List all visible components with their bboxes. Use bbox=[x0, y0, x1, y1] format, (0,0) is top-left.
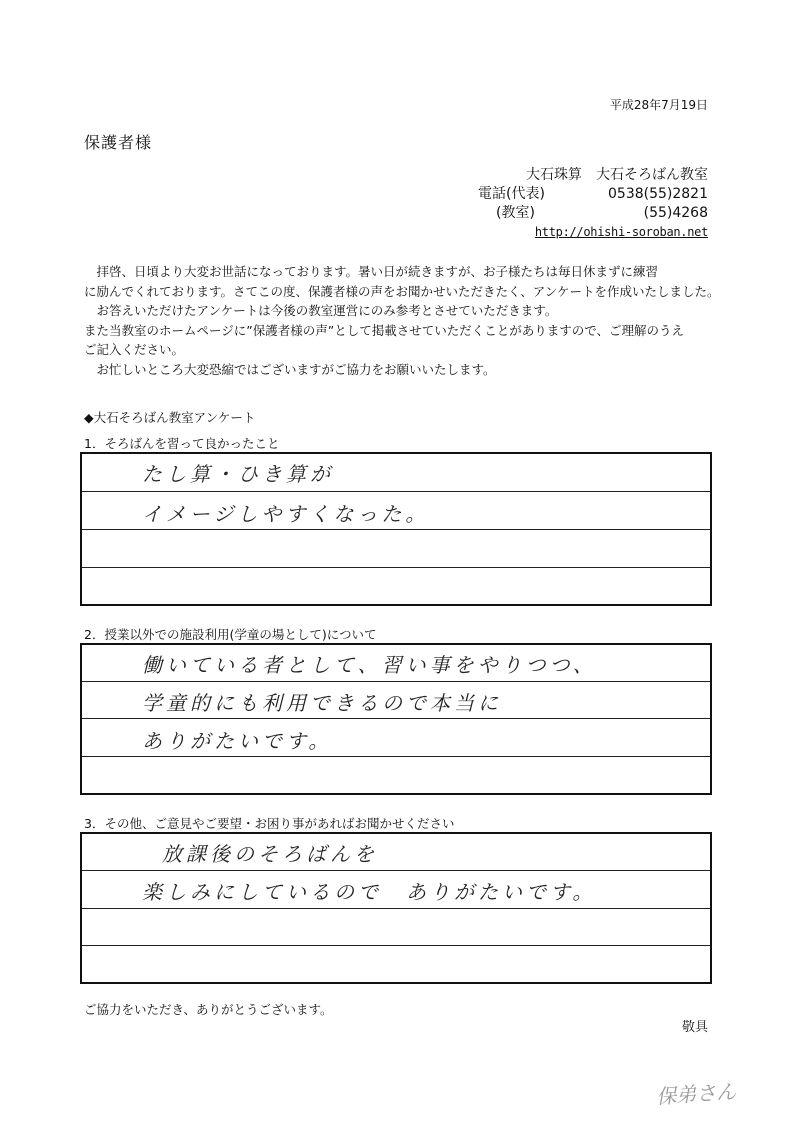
phone-main-row bbox=[478, 185, 708, 204]
question-2-label: 2．授業以外での施設利用(学童の場として)について bbox=[84, 627, 377, 642]
body-line: ご記入ください。 bbox=[84, 342, 185, 357]
handwritten-answer: ありがたいです。 bbox=[142, 729, 333, 753]
handwritten-answer: イメージしやすくなった。 bbox=[142, 502, 430, 526]
ruled-line bbox=[82, 945, 710, 946]
ruled-line bbox=[82, 491, 710, 492]
ruled-line bbox=[82, 870, 710, 871]
handwritten-answer: 楽しみにしているので ありがたいです。 bbox=[142, 880, 597, 904]
question-3-label: 3．その他、ご意見やご要望・お困り事があればお聞かせください bbox=[84, 816, 455, 831]
handwritten-answer: 働いている者として、習い事をやりつつ、 bbox=[142, 653, 597, 677]
body-line: に励んでくれております。さてこの度、保護者様の声をお聞かせいただきたく、アンケートを作成いたしました。 bbox=[84, 283, 720, 299]
sender-block bbox=[478, 166, 708, 242]
handwritten-answer: たし算・ひき算が bbox=[142, 462, 334, 486]
ruled-line bbox=[82, 756, 710, 757]
phone-main: 0538(55)2821 bbox=[608, 186, 708, 202]
survey-title: ◆大石そろばん教室アンケート bbox=[84, 410, 256, 425]
body-line: 拝啓、日頃より大変お世話になっております。暑い日が続きますが、お子様たちは毎日休まずに練習 bbox=[84, 264, 659, 279]
answer-box-1 bbox=[80, 452, 712, 606]
handwritten-answer: 学童的にも利用できるので本当に bbox=[142, 691, 502, 715]
handwritten-signature: 保弟さん bbox=[655, 1079, 737, 1109]
addressee: 保護者様 bbox=[84, 133, 153, 152]
sender-name: 大石珠算 大石そろばん教室 bbox=[526, 167, 708, 183]
ruled-line bbox=[82, 718, 710, 719]
closing-remark: 敬具 bbox=[681, 1020, 708, 1035]
phone-main-label: 電話(代表) bbox=[478, 186, 545, 202]
body-line: また当教室のホームページに”保護者様の声”として掲載させていただくことがありますので、ご理解のうえ bbox=[84, 322, 684, 338]
answer-box-3 bbox=[80, 832, 712, 984]
date: 平成28年7月19日 bbox=[609, 98, 708, 112]
phone-room-label: (教室) bbox=[496, 205, 535, 221]
letter-body bbox=[84, 262, 744, 379]
answer-box-2 bbox=[80, 643, 712, 795]
ruled-line bbox=[82, 529, 710, 530]
body-line: お答えいただけたアンケートは今後の教室運営にのみ参考とさせていただきます。 bbox=[84, 303, 558, 318]
ruled-line bbox=[82, 567, 710, 568]
phone-room: (55)4268 bbox=[643, 205, 708, 221]
website-link[interactable]: http://ohishi-soroban.net bbox=[534, 225, 708, 239]
handwritten-answer: 放課後のそろばんを bbox=[162, 842, 378, 866]
thanks-message: ご協力をいただき、ありがとうございます。 bbox=[84, 1002, 333, 1017]
body-line: お忙しいところ大変恐縮ではございますがご協力をお願いいたします。 bbox=[84, 361, 496, 377]
ruled-line bbox=[82, 681, 710, 682]
question-1-label: 1．そろばんを習って良かったこと bbox=[84, 436, 280, 451]
ruled-line bbox=[82, 908, 710, 909]
phone-room-row bbox=[478, 204, 708, 223]
